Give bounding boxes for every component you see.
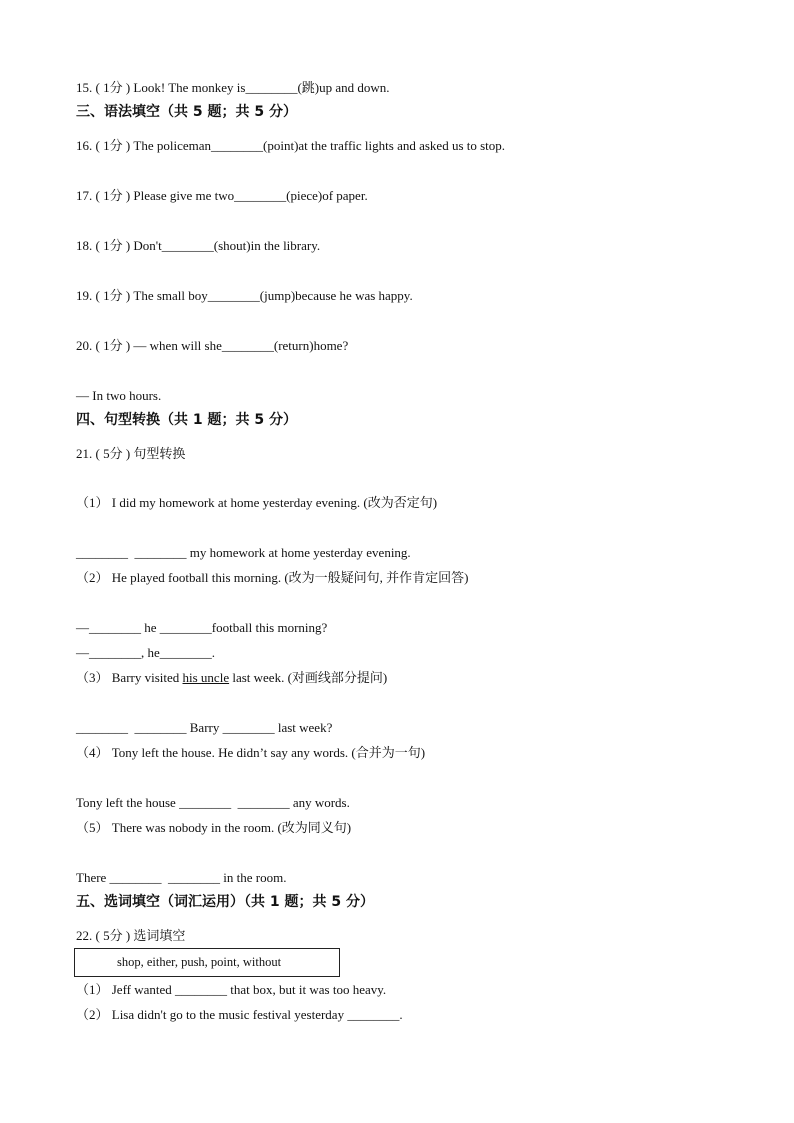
section-4-heading: 四、句型转换（共 1 题；共 5 分） bbox=[76, 412, 297, 428]
question-16: 16. ( 1分 ) The policeman________(point)at the traffic lights and asked us to stop. bbox=[76, 138, 506, 153]
word-bank-box bbox=[74, 948, 340, 977]
question-19: 19. ( 1分 ) The small boy________(jump)because he was happy. bbox=[76, 288, 413, 303]
q21-part-1-answer: ________ ________ my homework at home yesterday evening. bbox=[76, 545, 411, 560]
q21-part-3 bbox=[76, 670, 387, 686]
question-21: 21. ( 5分 ) 句型转换 bbox=[76, 446, 186, 461]
word-bank: shop, either, push, point, without bbox=[117, 955, 282, 969]
q21-part-4-answer: Tony left the house ________ ________ any words. bbox=[76, 795, 350, 810]
q21-part-2: （2） He played football this morning. (改为一般疑问句, 并作肯定回答) bbox=[76, 570, 469, 585]
q21-part-3-post: last week. (对画线部分提问) bbox=[229, 670, 388, 685]
question-20: 20. ( 1分 ) — when will she________(return)home? bbox=[76, 338, 349, 353]
q21-part-2-answer-a: —________ he ________football this morning? bbox=[76, 620, 328, 635]
q22-part-1: （1） Jeff wanted ________ that box, but it was too heavy. bbox=[76, 982, 387, 997]
q21-part-5-answer: There ________ ________ in the room. bbox=[76, 870, 287, 885]
underlined-phrase: his uncle bbox=[182, 670, 230, 685]
question-15: 15. ( 1分 ) Look! The monkey is________(跳)up and down. bbox=[76, 80, 390, 95]
question-20-answer: — In two hours. bbox=[76, 388, 162, 403]
q21-part-2-answer-b: —________, he________. bbox=[76, 645, 216, 660]
q22-part-2: （2） Lisa didn't go to the music festival yesterday ________. bbox=[76, 1007, 403, 1022]
q21-part-5: （5） There was nobody in the room. (改为同义句) bbox=[76, 820, 352, 835]
question-22: 22. ( 5分 ) 选词填空 bbox=[76, 928, 186, 943]
q21-part-1: （1） I did my homework at home yesterday evening. (改为否定句) bbox=[76, 495, 438, 510]
section-3-heading: 三、语法填空（共 5 题；共 5 分） bbox=[76, 104, 297, 120]
q21-part-3-pre: （3） Barry visited bbox=[76, 670, 183, 685]
question-17: 17. ( 1分 ) Please give me two________(piece)of paper. bbox=[76, 188, 368, 203]
q21-part-3-answer: ________ ________ Barry ________ last week? bbox=[76, 720, 333, 735]
question-18: 18. ( 1分 ) Don't________(shout)in the library. bbox=[76, 238, 321, 253]
q21-part-4: （4） Tony left the house. He didn’t say any words. (合并为一句) bbox=[76, 745, 426, 760]
section-5-heading: 五、选词填空（词汇运用）（共 1 题；共 5 分） bbox=[76, 894, 374, 910]
